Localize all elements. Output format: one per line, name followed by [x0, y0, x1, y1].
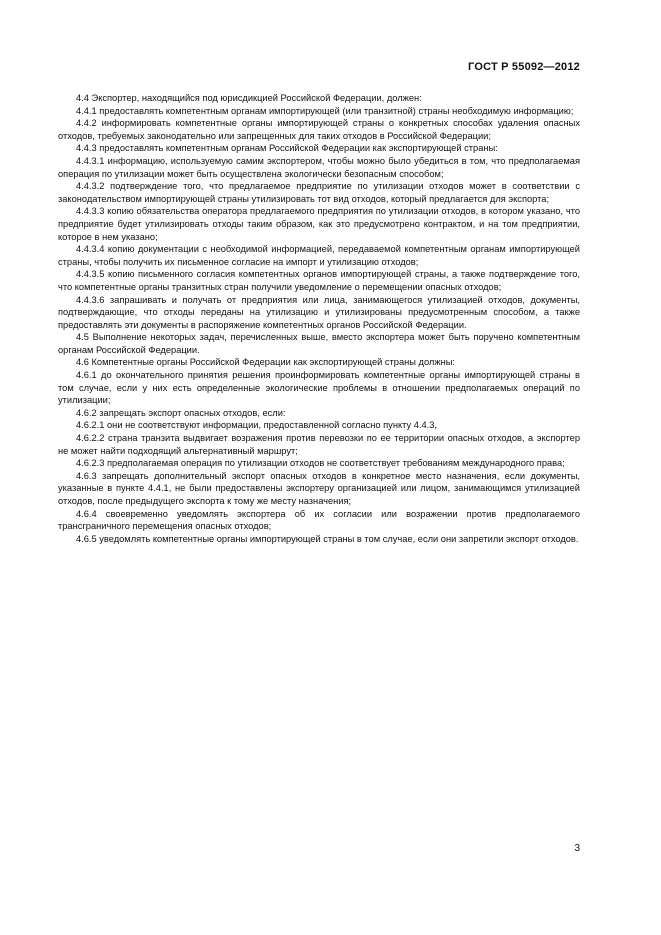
clause-4-6-1: 4.6.1 до окончательного принятия решения проинформировать компетентные органы импортирующей страны в том случае, если у них есть определенные экологические проблемы в отношении предполагаемых операций по утилизации; [58, 370, 580, 406]
clause-4-6-2-2: 4.6.2.2 страна транзита выдвигает возражения против перевозки по ее территории опасных отходов, а экспортер не может найти подходящий альтернативный маршрут; [58, 433, 580, 456]
clause-4-4-3-3: 4.4.3.3 копию обязательства оператора предлагаемого предприятия по утилизации отходов, в котором указано, что предприятие будет утилизировать отходы таким образом, как это предусмотрено контрактом, и на том предприятии, которое в нем указано; [58, 206, 580, 242]
clause-4-6-4: 4.6.4 своевременно уведомлять экспортера об их согласии или возражении против предполагаемого трансграничного перемещения опасных отходов; [58, 508, 580, 532]
clause-4-5: 4.5 Выполнение некоторых задач, перечисленных выше, вместо экспортера может быть поручено компетентным органам Российской Федерации. [58, 332, 580, 355]
standard-designation: ГОСТ Р 55092—2012 [468, 61, 580, 73]
clause-4-4-3: 4.4.3 предоставлять компетентным органам Российской Федерации как экспортирующей страны: [76, 143, 498, 154]
clause-4-6-3: 4.6.3 запрещать дополнительный экспорт опасных отходов в конкретное место назначения, если документы, указанные в пункте 4.4.1, не были предоставлены экспортеру организацией или лицом, занимающимся утилизацией отходов, после предыдущего экспорта к тому же месту назначения; [58, 470, 580, 506]
clause-4-6: 4.6 Компетентные органы Российской Федерации как экспортирующей страны должны: [76, 357, 455, 368]
clause-4-4-1: 4.4.1 предоставлять компетентным органам импортирующей (или транзитной) страны необходимую информацию; [76, 105, 574, 116]
clause-4-4-3-6: 4.4.3.6 запрашивать и получать от предприятия или лица, занимающегося утилизацией отходов, документы, подтверждающие, что отходы переданы на утилизацию и утилизированы предусмотренным способом, а также предоставлять эти документы в распоряжение компетентных органов Российской Федерации. [58, 294, 580, 330]
clause-4-4-3-2: 4.4.3.2 подтверждение того, что предлагаемое предприятие по утилизации отходов может в соответствии с законодательством импортирующей страны утилизировать тот вид отходов, который предлагается для экспорта; [58, 181, 580, 204]
clause-4-6-2-1: 4.6.2.1 они не соответствуют информации, предоставленной согласно пункту 4.4.3, [76, 420, 437, 431]
document-body [58, 92, 580, 545]
clause-4-4-3-4: 4.4.3.4 копию документации с необходимой информацией, передаваемой компетентным органам импортирующей страны, чтобы получить их письменное согласие на импорт и утилизацию отходов; [58, 244, 580, 267]
clause-4-6-5: 4.6.5 уведомлять компетентные органы импортирующей страны в том случае, если они запретили экспорт отходов. [76, 533, 579, 544]
clause-4-4-3-1: 4.4.3.1 информацию, используемую самим экспортером, чтобы можно было убедиться в том, что предполагаемая операция по утилизации может быть осуществлена экологически безопасным способом; [58, 155, 580, 179]
clause-4-4-2: 4.4.2 информировать компетентные органы импортирующей страны о конкретных способах удаления опасных отходов, требуемых законодательно или запрещенных для таких отходов в Российской Федерации; [58, 118, 580, 141]
clause-4-6-2-3: 4.6.2.3 предполагаемая операция по утилизации отходов не соответствует требованиям международного права; [76, 458, 565, 469]
clause-4-6-2: 4.6.2 запрещать экспорт опасных отходов, если: [76, 407, 286, 418]
clause-4-4: 4.4 Экспортер, находящийся под юрисдикцией Российской Федерации, должен: [76, 93, 422, 103]
page-number: 3 [574, 843, 580, 854]
clause-4-4-3-5: 4.4.3.5 копию письменного согласия компетентных органов импортирующей страны, а также подтверждение того, что компетентные органы транзитных стран получили уведомление о перемещении опасных отходов; [58, 269, 580, 292]
